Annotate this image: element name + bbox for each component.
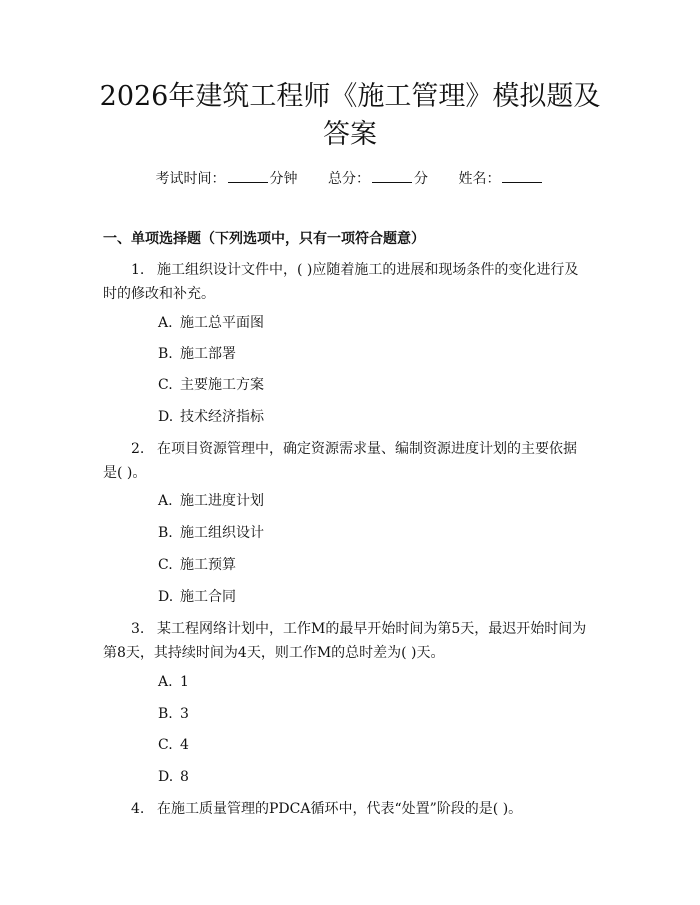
option-item bbox=[158, 407, 264, 427]
name-blank bbox=[502, 168, 542, 183]
option-text: 8 bbox=[180, 769, 189, 785]
option-letter: C. bbox=[158, 737, 173, 753]
question-stem bbox=[103, 797, 588, 821]
option-text: 施工进度计划 bbox=[180, 493, 264, 509]
score-label: 总分： bbox=[328, 171, 370, 187]
option-letter: B. bbox=[158, 525, 173, 541]
exam-meta bbox=[0, 168, 700, 189]
option-item bbox=[158, 344, 236, 364]
option-item bbox=[158, 672, 189, 692]
question-text: 某工程网络计划中，工作M的最早开始时间为第5天，最迟开始时间为第8天，其持续时间为4天，则工作M的总时差为( )天。 bbox=[103, 621, 587, 661]
question-text: 在项目资源管理中，确定资源需求量、编制资源进度计划的主要依据是( )。 bbox=[103, 441, 577, 481]
option-letter: D. bbox=[158, 769, 174, 785]
option-text: 1 bbox=[180, 674, 189, 690]
option-text: 主要施工方案 bbox=[180, 377, 264, 393]
score-blank bbox=[372, 168, 412, 183]
option-letter: C. bbox=[158, 377, 173, 393]
question-stem bbox=[103, 437, 588, 485]
option-item bbox=[158, 767, 189, 787]
option-letter: D. bbox=[158, 409, 174, 425]
exam-time bbox=[156, 168, 298, 189]
question-number: 1. bbox=[131, 262, 145, 278]
option-letter: B. bbox=[158, 346, 173, 362]
time-blank bbox=[228, 168, 268, 183]
question-stem bbox=[103, 258, 588, 306]
question-number: 4. bbox=[131, 801, 145, 817]
question-text: 在施工质量管理的PDCA循环中，代表“处置”阶段的是( )。 bbox=[157, 801, 523, 817]
section-heading: 一、单项选择题（下列选项中，只有一项符合题意） bbox=[103, 231, 425, 247]
option-item bbox=[158, 313, 264, 333]
option-item bbox=[158, 375, 264, 395]
option-letter: A. bbox=[158, 493, 173, 509]
option-letter: B. bbox=[158, 706, 173, 722]
score-unit: 分 bbox=[414, 171, 428, 187]
name-label: 姓名： bbox=[458, 171, 501, 187]
option-item bbox=[158, 491, 264, 511]
option-text: 施工组织设计 bbox=[180, 525, 264, 541]
time-label: 考试时间： bbox=[155, 171, 226, 187]
option-text: 施工总平面图 bbox=[180, 315, 264, 331]
option-text: 施工部署 bbox=[180, 346, 236, 362]
exam-score bbox=[328, 168, 428, 189]
option-text: 3 bbox=[180, 706, 189, 722]
option-text: 施工预算 bbox=[180, 557, 236, 573]
option-letter: A. bbox=[158, 315, 173, 331]
time-unit: 分钟 bbox=[269, 171, 298, 187]
option-item bbox=[158, 555, 236, 575]
question-number: 2. bbox=[131, 441, 145, 457]
option-letter: C. bbox=[158, 557, 173, 573]
option-item bbox=[158, 735, 189, 755]
option-item bbox=[158, 523, 264, 543]
page-title: 2026年建筑工程师《施工管理》模拟题及答案 bbox=[99, 81, 601, 150]
question-stem bbox=[103, 617, 588, 665]
option-letter: A. bbox=[158, 674, 173, 690]
question-text: 施工组织设计文件中，( )应随着施工的进展和现场条件的变化进行及时的修改和补充。 bbox=[103, 262, 579, 302]
option-item bbox=[158, 587, 236, 607]
exam-name bbox=[458, 168, 544, 189]
option-text: 4 bbox=[180, 737, 189, 753]
option-text: 施工合同 bbox=[180, 589, 236, 605]
question-number: 3. bbox=[131, 621, 145, 637]
option-item bbox=[158, 704, 189, 724]
option-letter: D. bbox=[158, 589, 174, 605]
option-text: 技术经济指标 bbox=[180, 409, 264, 425]
